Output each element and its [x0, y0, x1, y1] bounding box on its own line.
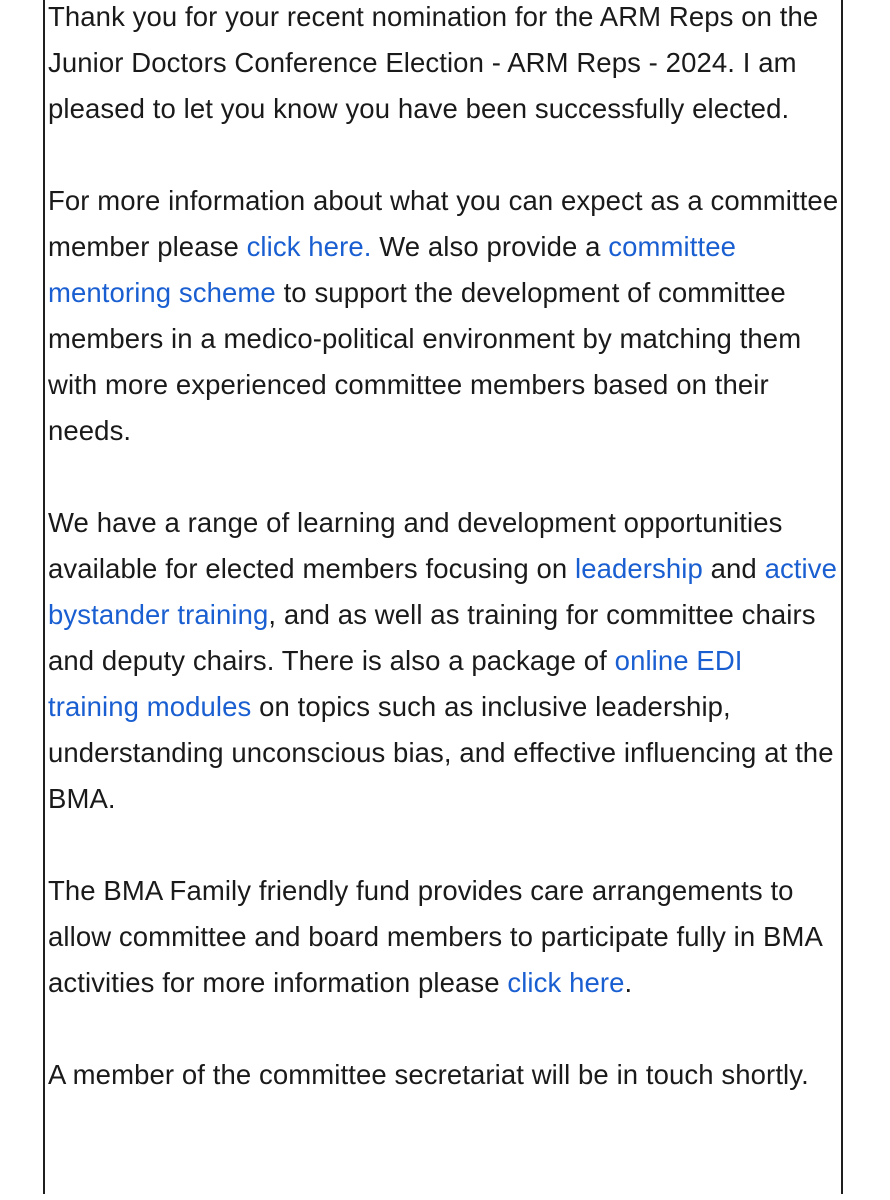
learning-chairs-text: , and as well as training for committee chairs and deputy chairs. There is also a package of [48, 599, 816, 676]
committee-info-text: For more information about what you can expect as a committee member please [48, 185, 839, 262]
learning-and-text: and [702, 553, 765, 584]
online-edi-training-modules-link[interactable]: online EDI training modules [48, 645, 743, 722]
committee-mentoring-scheme-link[interactable]: committee mentoring scheme [48, 231, 737, 308]
email-body [43, 0, 843, 1194]
paragraph-learning-development [48, 500, 839, 822]
family-fund-text: The BMA Family friendly fund provides care arrangements to allow committee and board members to participate fully in BMA activities for more information please [48, 875, 822, 998]
active-bystander-training-link[interactable]: active bystander training [48, 553, 838, 630]
leadership-link[interactable]: leadership [574, 553, 703, 584]
learning-intro-text: We have a range of learning and development opportunities available for elected members focusing on [48, 507, 783, 584]
paragraph-committee-info [48, 178, 839, 454]
family-fund-click-here-link[interactable]: click here [507, 967, 625, 998]
election-result-text: Thank you for your recent nomination for the ARM Reps on the Junior Doctors Conference Election - ARM Reps - 2024. I am pleased to let you know you have been successfully elected. [48, 1, 819, 124]
paragraph-secretariat [48, 1052, 839, 1098]
mentoring-intro-text: We also provide a [371, 231, 609, 262]
learning-topics-text: on topics such as inclusive leadership, understanding unconscious bias, and effective influencing at the BMA. [48, 691, 834, 814]
secretariat-text: A member of the committee secretariat will be in touch shortly. [48, 1059, 809, 1090]
paragraph-family-fund [48, 868, 839, 1006]
committee-info-click-here-link[interactable]: click here. [246, 231, 372, 262]
mentoring-description-text: to support the development of committee members in a medico-political environment by matching them with more experienced committee members based on their needs. [48, 277, 802, 446]
family-fund-period: . [624, 967, 633, 998]
paragraph-election-result [48, 0, 839, 132]
